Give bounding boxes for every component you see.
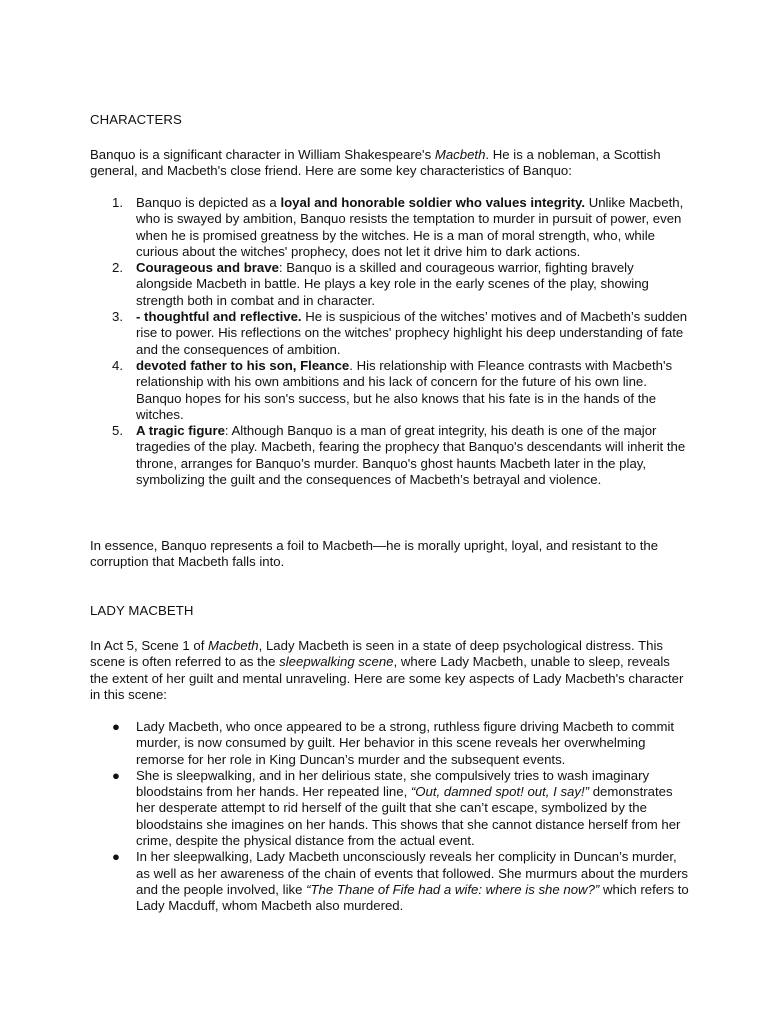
section-heading-lady-macbeth: LADY MACBETH — [90, 603, 194, 618]
lm-intro-text-a: In Act 5, Scene 1 of — [90, 638, 209, 653]
list-item-bold: Courageous and brave — [136, 260, 279, 276]
list-number: 2. — [112, 260, 123, 276]
lady-macbeth-aspects-list — [90, 719, 690, 915]
list-item-pre: Banquo is depicted as a — [136, 195, 281, 210]
list-item-rest: . His relationship with Fleance contrasts with Macbeth's relationship with his own ambitions and his lack of concern for the future of his own line. Banquo hopes for his son's success, but he also knows that his fate is in the hands of the witches. — [136, 357, 673, 422]
list-item — [90, 719, 690, 768]
bullet-quote-italic: “Out, damned spot! out, I say!” — [410, 784, 590, 800]
list-item-bold: devoted father to his son, Fleance — [136, 357, 350, 373]
lm-intro-text-e: , where Lady Macbeth, unable to sleep, reveals the extent of her guilt and mental unraveling. Here are some key aspects of Lady Macbeth's character in this scene: — [90, 654, 684, 702]
list-item-rest: He is suspicious of the witches’ motives and of Macbeth’s sudden rise to power. His reflections on the witches' prophecy highlight his deep understanding of fate and the consequences of ambition. — [136, 309, 688, 357]
lady-macbeth-intro-paragraph — [90, 638, 690, 703]
list-item-rest: Unlike Macbeth, who is swayed by ambition, Banquo resists the temptation to murder in pursuit of power, even when he is promised greatness by the witches. He is a man of moral strength, who, while curious about the witches' prophecy, does not let it drive him to dark actions. — [136, 195, 684, 259]
banquo-intro-paragraph — [90, 147, 690, 180]
list-item-rest: : Banquo is a skilled and courageous warrior, fighting bravely alongside Macbeth in battle. He plays a key role in the early scenes of the play, showing strength both in combat and in character. — [136, 260, 649, 308]
banquo-intro-text-a: Banquo is a significant character in William Shakespeare's — [90, 147, 435, 162]
banquo-characteristics-list — [90, 195, 690, 488]
banquo-intro-text-c: . He is a nobleman, a Scottish general, and Macbeth's close friend. Here are some key characteristics of Banquo: — [90, 147, 661, 179]
list-item — [90, 849, 690, 914]
list-item — [90, 358, 690, 423]
bullet-icon: ● — [112, 719, 120, 734]
list-item — [90, 423, 690, 488]
list-item — [90, 309, 690, 358]
banquo-summary-paragraph: In essence, Banquo represents a foil to Macbeth—he is morally upright, loyal, and resistant to the corruption that Macbeth falls into. — [90, 538, 659, 570]
bullet-quote-italic: “The Thane of Fife had a wife: where is she now?” — [306, 881, 600, 897]
list-number: 3. — [112, 309, 123, 325]
play-title-italic: Macbeth — [208, 638, 259, 653]
list-number: 1. — [112, 195, 123, 210]
list-item-bold: loyal and honorable soldier who values integrity. — [280, 195, 586, 210]
play-title-italic: Macbeth — [434, 147, 486, 162]
bullet-text-a: In her sleepwalking, Lady Macbeth unconsciously reveals her complicity in Duncan’s murder, as well as her awareness of the chain of events that followed. She murmurs about the murders and the people involved, like — [136, 849, 688, 897]
list-item — [90, 260, 690, 309]
bullet-text-a: She is sleepwalking, and in her delirious state, she compulsively tries to wash imaginary bloodstains from her hands. Her repeated line, — [136, 767, 650, 800]
list-item-bold: A tragic figure — [136, 423, 225, 439]
bullet-text-c: demonstrates her desperate attempt to rid herself of the guilt that she can’t escape, symbolized by the bloodstains she imagines on her hands. This shows that she cannot distance herself from her crime, despite the physical distance from the actual event. — [136, 784, 681, 849]
list-item — [90, 768, 690, 849]
bullet-icon: ● — [112, 767, 120, 783]
list-item-bold: - thoughtful and reflective. — [136, 309, 302, 325]
list-item — [90, 195, 690, 260]
bullet-icon: ● — [112, 849, 120, 865]
list-number: 4. — [112, 357, 123, 373]
bullet-text-a: Lady Macbeth, who once appeared to be a strong, ruthless figure driving Macbeth to commit murder, is now consumed by guilt. Her behavior in this scene reveals her overwhelming remorse for her role in King Duncan’s murder and the subsequent events. — [136, 719, 675, 767]
scene-name-italic: sleepwalking scene — [279, 654, 394, 670]
section-heading-characters: CHARACTERS — [90, 112, 182, 127]
lm-intro-text-c: , Lady Macbeth is seen in a state of deep psychological distress. This scene is often referred to as the — [90, 638, 664, 670]
bullet-text-c: which refers to Lady Macduff, whom Macbeth also murdered. — [136, 881, 689, 914]
list-number: 5. — [112, 423, 123, 439]
list-item-rest: : Although Banquo is a man of great integrity, his death is one of the major tragedies of the play. Macbeth, fearing the prophecy that Banquo's descendants will inherit the throne, arranges for Banquo’s murder. Banquo's ghost haunts Macbeth later in the play, symbolizing the guilt and the consequences of Macbeth’s betrayal and violence. — [136, 423, 686, 488]
